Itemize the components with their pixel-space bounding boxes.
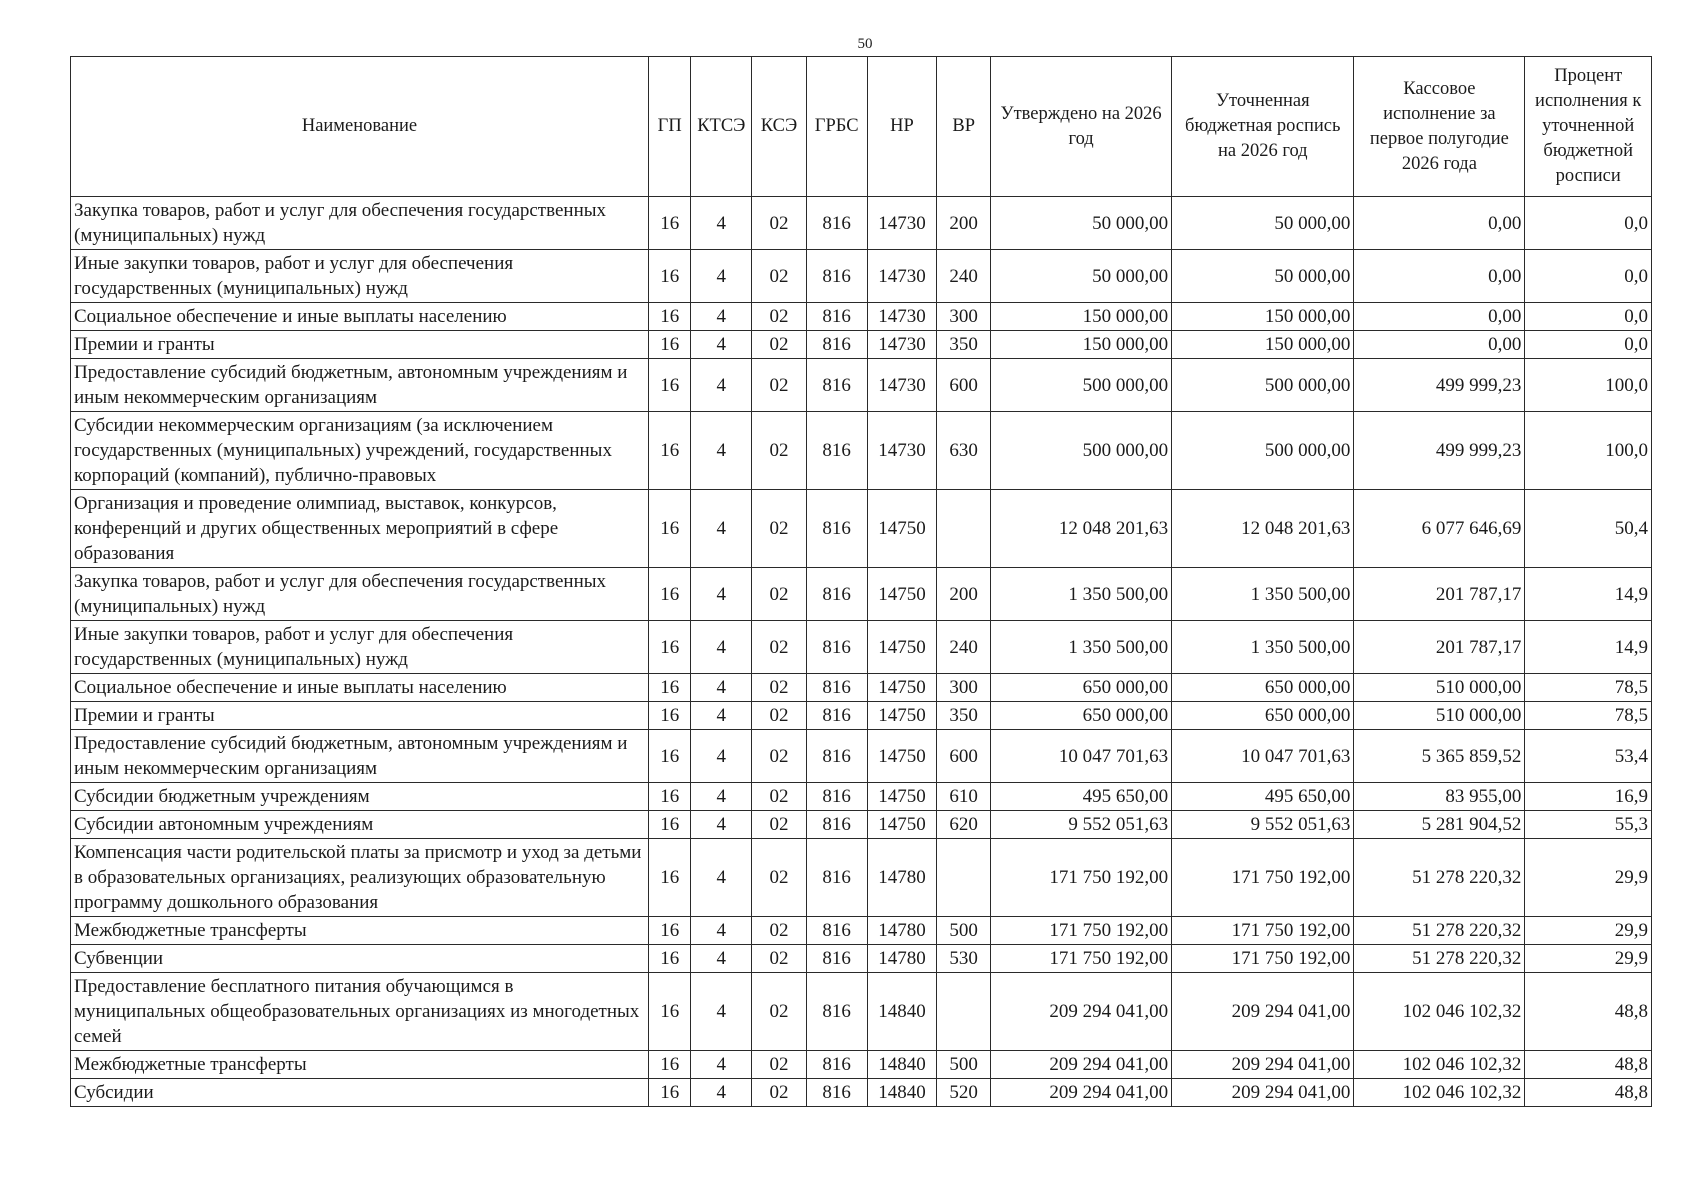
cell-kse: 02 bbox=[752, 1051, 807, 1079]
cell-nr: 14730 bbox=[867, 412, 937, 490]
cell-cash: 0,00 bbox=[1354, 197, 1525, 250]
cell-approved: 209 294 041,00 bbox=[991, 1079, 1172, 1107]
cell-vr: 300 bbox=[937, 303, 991, 331]
cell-vr bbox=[937, 973, 991, 1051]
cell-vr: 620 bbox=[937, 811, 991, 839]
cell-percent: 50,4 bbox=[1525, 490, 1652, 568]
cell-ktse: 4 bbox=[691, 621, 752, 674]
table-row bbox=[71, 331, 1652, 359]
cell-ktse: 4 bbox=[691, 783, 752, 811]
cell-name: Субвенции bbox=[71, 945, 649, 973]
cell-gp: 16 bbox=[648, 674, 691, 702]
cell-nr: 14840 bbox=[867, 1051, 937, 1079]
cell-kse: 02 bbox=[752, 973, 807, 1051]
table-row bbox=[71, 250, 1652, 303]
cell-cash: 5 281 904,52 bbox=[1354, 811, 1525, 839]
cell-nr: 14750 bbox=[867, 674, 937, 702]
cell-name: Предоставление бесплатного питания обучающимся в муниципальных общеобразовательных организациях из многодетных семей bbox=[71, 973, 649, 1051]
table-row bbox=[71, 839, 1652, 917]
cell-gp: 16 bbox=[648, 730, 691, 783]
cell-percent: 48,8 bbox=[1525, 1079, 1652, 1107]
cell-gp: 16 bbox=[648, 412, 691, 490]
cell-percent: 53,4 bbox=[1525, 730, 1652, 783]
cell-cash: 102 046 102,32 bbox=[1354, 1051, 1525, 1079]
cell-kse: 02 bbox=[752, 1079, 807, 1107]
header-gp: ГП bbox=[648, 57, 691, 197]
cell-revised: 209 294 041,00 bbox=[1172, 1051, 1354, 1079]
cell-name: Субсидии bbox=[71, 1079, 649, 1107]
table-row bbox=[71, 359, 1652, 412]
cell-revised: 171 750 192,00 bbox=[1172, 839, 1354, 917]
cell-cash: 51 278 220,32 bbox=[1354, 917, 1525, 945]
cell-nr: 14730 bbox=[867, 250, 937, 303]
cell-approved: 171 750 192,00 bbox=[991, 839, 1172, 917]
cell-revised: 209 294 041,00 bbox=[1172, 1079, 1354, 1107]
cell-revised: 171 750 192,00 bbox=[1172, 945, 1354, 973]
table-row bbox=[71, 490, 1652, 568]
table-row bbox=[71, 945, 1652, 973]
cell-revised: 500 000,00 bbox=[1172, 359, 1354, 412]
cell-nr: 14730 bbox=[867, 359, 937, 412]
table-body bbox=[71, 197, 1652, 1107]
cell-percent: 14,9 bbox=[1525, 621, 1652, 674]
cell-vr: 350 bbox=[937, 702, 991, 730]
cell-revised: 50 000,00 bbox=[1172, 197, 1354, 250]
cell-gp: 16 bbox=[648, 331, 691, 359]
cell-grbs: 816 bbox=[806, 839, 867, 917]
cell-cash: 6 077 646,69 bbox=[1354, 490, 1525, 568]
header-nr: НР bbox=[867, 57, 937, 197]
cell-vr bbox=[937, 839, 991, 917]
cell-name: Закупка товаров, работ и услуг для обеспечения государственных (муниципальных) нужд bbox=[71, 568, 649, 621]
cell-percent: 29,9 bbox=[1525, 917, 1652, 945]
cell-ktse: 4 bbox=[691, 702, 752, 730]
cell-kse: 02 bbox=[752, 621, 807, 674]
cell-revised: 650 000,00 bbox=[1172, 702, 1354, 730]
cell-nr: 14750 bbox=[867, 490, 937, 568]
cell-name: Иные закупки товаров, работ и услуг для обеспечения государственных (муниципальных) нужд bbox=[71, 250, 649, 303]
cell-percent: 0,0 bbox=[1525, 303, 1652, 331]
cell-percent: 14,9 bbox=[1525, 568, 1652, 621]
cell-gp: 16 bbox=[648, 490, 691, 568]
cell-nr: 14780 bbox=[867, 839, 937, 917]
cell-percent: 48,8 bbox=[1525, 1051, 1652, 1079]
cell-revised: 495 650,00 bbox=[1172, 783, 1354, 811]
cell-kse: 02 bbox=[752, 674, 807, 702]
cell-gp: 16 bbox=[648, 811, 691, 839]
cell-ktse: 4 bbox=[691, 197, 752, 250]
table-row bbox=[71, 730, 1652, 783]
cell-vr: 630 bbox=[937, 412, 991, 490]
cell-gp: 16 bbox=[648, 197, 691, 250]
cell-percent: 29,9 bbox=[1525, 839, 1652, 917]
cell-approved: 12 048 201,63 bbox=[991, 490, 1172, 568]
cell-grbs: 816 bbox=[806, 917, 867, 945]
cell-vr: 240 bbox=[937, 250, 991, 303]
cell-nr: 14840 bbox=[867, 973, 937, 1051]
header-vr: ВР bbox=[937, 57, 991, 197]
cell-name: Премии и гранты bbox=[71, 702, 649, 730]
table-row bbox=[71, 1079, 1652, 1107]
cell-cash: 102 046 102,32 bbox=[1354, 973, 1525, 1051]
cell-approved: 495 650,00 bbox=[991, 783, 1172, 811]
header-grbs: ГРБС bbox=[806, 57, 867, 197]
cell-gp: 16 bbox=[648, 250, 691, 303]
cell-kse: 02 bbox=[752, 702, 807, 730]
cell-percent: 48,8 bbox=[1525, 973, 1652, 1051]
cell-approved: 10 047 701,63 bbox=[991, 730, 1172, 783]
cell-approved: 1 350 500,00 bbox=[991, 568, 1172, 621]
cell-vr: 200 bbox=[937, 197, 991, 250]
cell-vr: 600 bbox=[937, 730, 991, 783]
table-row bbox=[71, 973, 1652, 1051]
cell-vr: 500 bbox=[937, 917, 991, 945]
cell-cash: 5 365 859,52 bbox=[1354, 730, 1525, 783]
cell-name: Предоставление субсидий бюджетным, автономным учреждениям и иным некоммерческим организациям bbox=[71, 359, 649, 412]
cell-name: Субсидии бюджетным учреждениям bbox=[71, 783, 649, 811]
cell-ktse: 4 bbox=[691, 490, 752, 568]
cell-cash: 83 955,00 bbox=[1354, 783, 1525, 811]
cell-ktse: 4 bbox=[691, 973, 752, 1051]
cell-cash: 0,00 bbox=[1354, 331, 1525, 359]
cell-approved: 650 000,00 bbox=[991, 702, 1172, 730]
cell-percent: 100,0 bbox=[1525, 359, 1652, 412]
cell-grbs: 816 bbox=[806, 197, 867, 250]
cell-kse: 02 bbox=[752, 331, 807, 359]
cell-ktse: 4 bbox=[691, 730, 752, 783]
budget-execution-table bbox=[70, 56, 1652, 1107]
cell-nr: 14730 bbox=[867, 303, 937, 331]
cell-grbs: 816 bbox=[806, 674, 867, 702]
cell-gp: 16 bbox=[648, 702, 691, 730]
cell-revised: 10 047 701,63 bbox=[1172, 730, 1354, 783]
cell-approved: 150 000,00 bbox=[991, 331, 1172, 359]
cell-ktse: 4 bbox=[691, 674, 752, 702]
table-row bbox=[71, 1051, 1652, 1079]
cell-revised: 1 350 500,00 bbox=[1172, 621, 1354, 674]
cell-vr: 600 bbox=[937, 359, 991, 412]
cell-kse: 02 bbox=[752, 303, 807, 331]
table-row bbox=[71, 303, 1652, 331]
cell-ktse: 4 bbox=[691, 917, 752, 945]
cell-ktse: 4 bbox=[691, 303, 752, 331]
cell-revised: 500 000,00 bbox=[1172, 412, 1354, 490]
cell-kse: 02 bbox=[752, 197, 807, 250]
cell-grbs: 816 bbox=[806, 783, 867, 811]
cell-name: Премии и гранты bbox=[71, 331, 649, 359]
cell-grbs: 816 bbox=[806, 1051, 867, 1079]
cell-kse: 02 bbox=[752, 412, 807, 490]
cell-kse: 02 bbox=[752, 250, 807, 303]
cell-revised: 12 048 201,63 bbox=[1172, 490, 1354, 568]
cell-kse: 02 bbox=[752, 359, 807, 412]
cell-percent: 29,9 bbox=[1525, 945, 1652, 973]
cell-name: Иные закупки товаров, работ и услуг для обеспечения государственных (муниципальных) нужд bbox=[71, 621, 649, 674]
cell-revised: 209 294 041,00 bbox=[1172, 973, 1354, 1051]
cell-cash: 510 000,00 bbox=[1354, 702, 1525, 730]
cell-cash: 510 000,00 bbox=[1354, 674, 1525, 702]
table-row bbox=[71, 412, 1652, 490]
cell-name: Закупка товаров, работ и услуг для обеспечения государственных (муниципальных) нужд bbox=[71, 197, 649, 250]
cell-revised: 171 750 192,00 bbox=[1172, 917, 1354, 945]
cell-gp: 16 bbox=[648, 973, 691, 1051]
cell-ktse: 4 bbox=[691, 1079, 752, 1107]
cell-grbs: 816 bbox=[806, 730, 867, 783]
cell-name: Организация и проведение олимпиад, выставок, конкурсов, конференций и других общественных мероприятий в сфере образования bbox=[71, 490, 649, 568]
header-ktse: КТСЭ bbox=[691, 57, 752, 197]
cell-grbs: 816 bbox=[806, 303, 867, 331]
cell-gp: 16 bbox=[648, 783, 691, 811]
cell-cash: 0,00 bbox=[1354, 303, 1525, 331]
cell-name: Субсидии некоммерческим организациям (за исключением государственных (муниципальных) учреждений, государственных корпораций (компаний), публично-правовых bbox=[71, 412, 649, 490]
cell-gp: 16 bbox=[648, 1051, 691, 1079]
cell-approved: 209 294 041,00 bbox=[991, 1051, 1172, 1079]
cell-vr: 530 bbox=[937, 945, 991, 973]
cell-grbs: 816 bbox=[806, 973, 867, 1051]
cell-approved: 171 750 192,00 bbox=[991, 917, 1172, 945]
cell-name: Социальное обеспечение и иные выплаты населению bbox=[71, 674, 649, 702]
cell-approved: 500 000,00 bbox=[991, 359, 1172, 412]
cell-approved: 171 750 192,00 bbox=[991, 945, 1172, 973]
cell-gp: 16 bbox=[648, 568, 691, 621]
cell-cash: 499 999,23 bbox=[1354, 359, 1525, 412]
cell-vr: 520 bbox=[937, 1079, 991, 1107]
cell-gp: 16 bbox=[648, 917, 691, 945]
cell-grbs: 816 bbox=[806, 490, 867, 568]
cell-gp: 16 bbox=[648, 621, 691, 674]
cell-nr: 14750 bbox=[867, 621, 937, 674]
header-cash: Кассовое исполнение за первое полугодие 2026 года bbox=[1354, 57, 1525, 197]
cell-nr: 14780 bbox=[867, 917, 937, 945]
table-header-row bbox=[71, 57, 1652, 197]
cell-kse: 02 bbox=[752, 917, 807, 945]
cell-vr: 200 bbox=[937, 568, 991, 621]
cell-ktse: 4 bbox=[691, 811, 752, 839]
cell-revised: 9 552 051,63 bbox=[1172, 811, 1354, 839]
cell-nr: 14750 bbox=[867, 568, 937, 621]
header-kse: КСЭ bbox=[752, 57, 807, 197]
cell-nr: 14750 bbox=[867, 811, 937, 839]
table-row bbox=[71, 702, 1652, 730]
cell-approved: 50 000,00 bbox=[991, 197, 1172, 250]
cell-ktse: 4 bbox=[691, 412, 752, 490]
cell-approved: 9 552 051,63 bbox=[991, 811, 1172, 839]
cell-nr: 14730 bbox=[867, 331, 937, 359]
cell-cash: 51 278 220,32 bbox=[1354, 839, 1525, 917]
cell-approved: 50 000,00 bbox=[991, 250, 1172, 303]
cell-revised: 150 000,00 bbox=[1172, 331, 1354, 359]
cell-cash: 51 278 220,32 bbox=[1354, 945, 1525, 973]
cell-grbs: 816 bbox=[806, 412, 867, 490]
cell-approved: 500 000,00 bbox=[991, 412, 1172, 490]
cell-kse: 02 bbox=[752, 839, 807, 917]
cell-name: Субсидии автономным учреждениям bbox=[71, 811, 649, 839]
cell-grbs: 816 bbox=[806, 945, 867, 973]
table-row bbox=[71, 811, 1652, 839]
cell-ktse: 4 bbox=[691, 839, 752, 917]
cell-revised: 150 000,00 bbox=[1172, 303, 1354, 331]
cell-cash: 201 787,17 bbox=[1354, 621, 1525, 674]
cell-kse: 02 bbox=[752, 730, 807, 783]
cell-gp: 16 bbox=[648, 839, 691, 917]
cell-vr: 500 bbox=[937, 1051, 991, 1079]
table-row bbox=[71, 621, 1652, 674]
cell-grbs: 816 bbox=[806, 811, 867, 839]
cell-kse: 02 bbox=[752, 783, 807, 811]
cell-percent: 0,0 bbox=[1525, 250, 1652, 303]
cell-percent: 100,0 bbox=[1525, 412, 1652, 490]
cell-vr: 610 bbox=[937, 783, 991, 811]
cell-ktse: 4 bbox=[691, 945, 752, 973]
cell-cash: 0,00 bbox=[1354, 250, 1525, 303]
cell-nr: 14750 bbox=[867, 783, 937, 811]
cell-approved: 1 350 500,00 bbox=[991, 621, 1172, 674]
cell-approved: 650 000,00 bbox=[991, 674, 1172, 702]
cell-grbs: 816 bbox=[806, 568, 867, 621]
cell-percent: 78,5 bbox=[1525, 674, 1652, 702]
cell-nr: 14730 bbox=[867, 197, 937, 250]
cell-grbs: 816 bbox=[806, 1079, 867, 1107]
cell-revised: 650 000,00 bbox=[1172, 674, 1354, 702]
cell-nr: 14750 bbox=[867, 702, 937, 730]
table-row bbox=[71, 197, 1652, 250]
cell-approved: 150 000,00 bbox=[991, 303, 1172, 331]
cell-approved: 209 294 041,00 bbox=[991, 973, 1172, 1051]
cell-percent: 0,0 bbox=[1525, 197, 1652, 250]
cell-grbs: 816 bbox=[806, 702, 867, 730]
cell-cash: 499 999,23 bbox=[1354, 412, 1525, 490]
cell-percent: 0,0 bbox=[1525, 331, 1652, 359]
cell-kse: 02 bbox=[752, 811, 807, 839]
cell-kse: 02 bbox=[752, 568, 807, 621]
cell-ktse: 4 bbox=[691, 250, 752, 303]
cell-revised: 1 350 500,00 bbox=[1172, 568, 1354, 621]
cell-revised: 50 000,00 bbox=[1172, 250, 1354, 303]
cell-percent: 78,5 bbox=[1525, 702, 1652, 730]
cell-gp: 16 bbox=[648, 303, 691, 331]
cell-vr: 240 bbox=[937, 621, 991, 674]
cell-vr: 300 bbox=[937, 674, 991, 702]
cell-percent: 55,3 bbox=[1525, 811, 1652, 839]
header-percent: Процент исполнения к уточненной бюджетной росписи bbox=[1525, 57, 1652, 197]
header-revised: Уточненная бюджетная роспись на 2026 год bbox=[1172, 57, 1354, 197]
cell-vr bbox=[937, 490, 991, 568]
cell-vr: 350 bbox=[937, 331, 991, 359]
cell-ktse: 4 bbox=[691, 331, 752, 359]
table-row bbox=[71, 917, 1652, 945]
cell-name: Социальное обеспечение и иные выплаты населению bbox=[71, 303, 649, 331]
cell-percent: 16,9 bbox=[1525, 783, 1652, 811]
page-number: 50 bbox=[857, 36, 873, 52]
cell-name: Компенсация части родительской платы за присмотр и уход за детьми в образовательных организациях, реализующих образовательную программу дошкольного образования bbox=[71, 839, 649, 917]
header-name: Наименование bbox=[71, 57, 649, 197]
header-approved: Утверждено на 2026 год bbox=[991, 57, 1172, 197]
cell-gp: 16 bbox=[648, 1079, 691, 1107]
table-row bbox=[71, 783, 1652, 811]
cell-cash: 201 787,17 bbox=[1354, 568, 1525, 621]
cell-name: Предоставление субсидий бюджетным, автономным учреждениям и иным некоммерческим организациям bbox=[71, 730, 649, 783]
cell-gp: 16 bbox=[648, 945, 691, 973]
cell-nr: 14840 bbox=[867, 1079, 937, 1107]
table-row bbox=[71, 568, 1652, 621]
cell-grbs: 816 bbox=[806, 621, 867, 674]
cell-grbs: 816 bbox=[806, 250, 867, 303]
cell-ktse: 4 bbox=[691, 1051, 752, 1079]
cell-name: Межбюджетные трансферты bbox=[71, 917, 649, 945]
cell-ktse: 4 bbox=[691, 568, 752, 621]
cell-ktse: 4 bbox=[691, 359, 752, 412]
cell-gp: 16 bbox=[648, 359, 691, 412]
cell-cash: 102 046 102,32 bbox=[1354, 1079, 1525, 1107]
cell-nr: 14780 bbox=[867, 945, 937, 973]
cell-name: Межбюджетные трансферты bbox=[71, 1051, 649, 1079]
cell-grbs: 816 bbox=[806, 359, 867, 412]
table-row bbox=[71, 674, 1652, 702]
cell-kse: 02 bbox=[752, 945, 807, 973]
cell-kse: 02 bbox=[752, 490, 807, 568]
cell-nr: 14750 bbox=[867, 730, 937, 783]
cell-grbs: 816 bbox=[806, 331, 867, 359]
